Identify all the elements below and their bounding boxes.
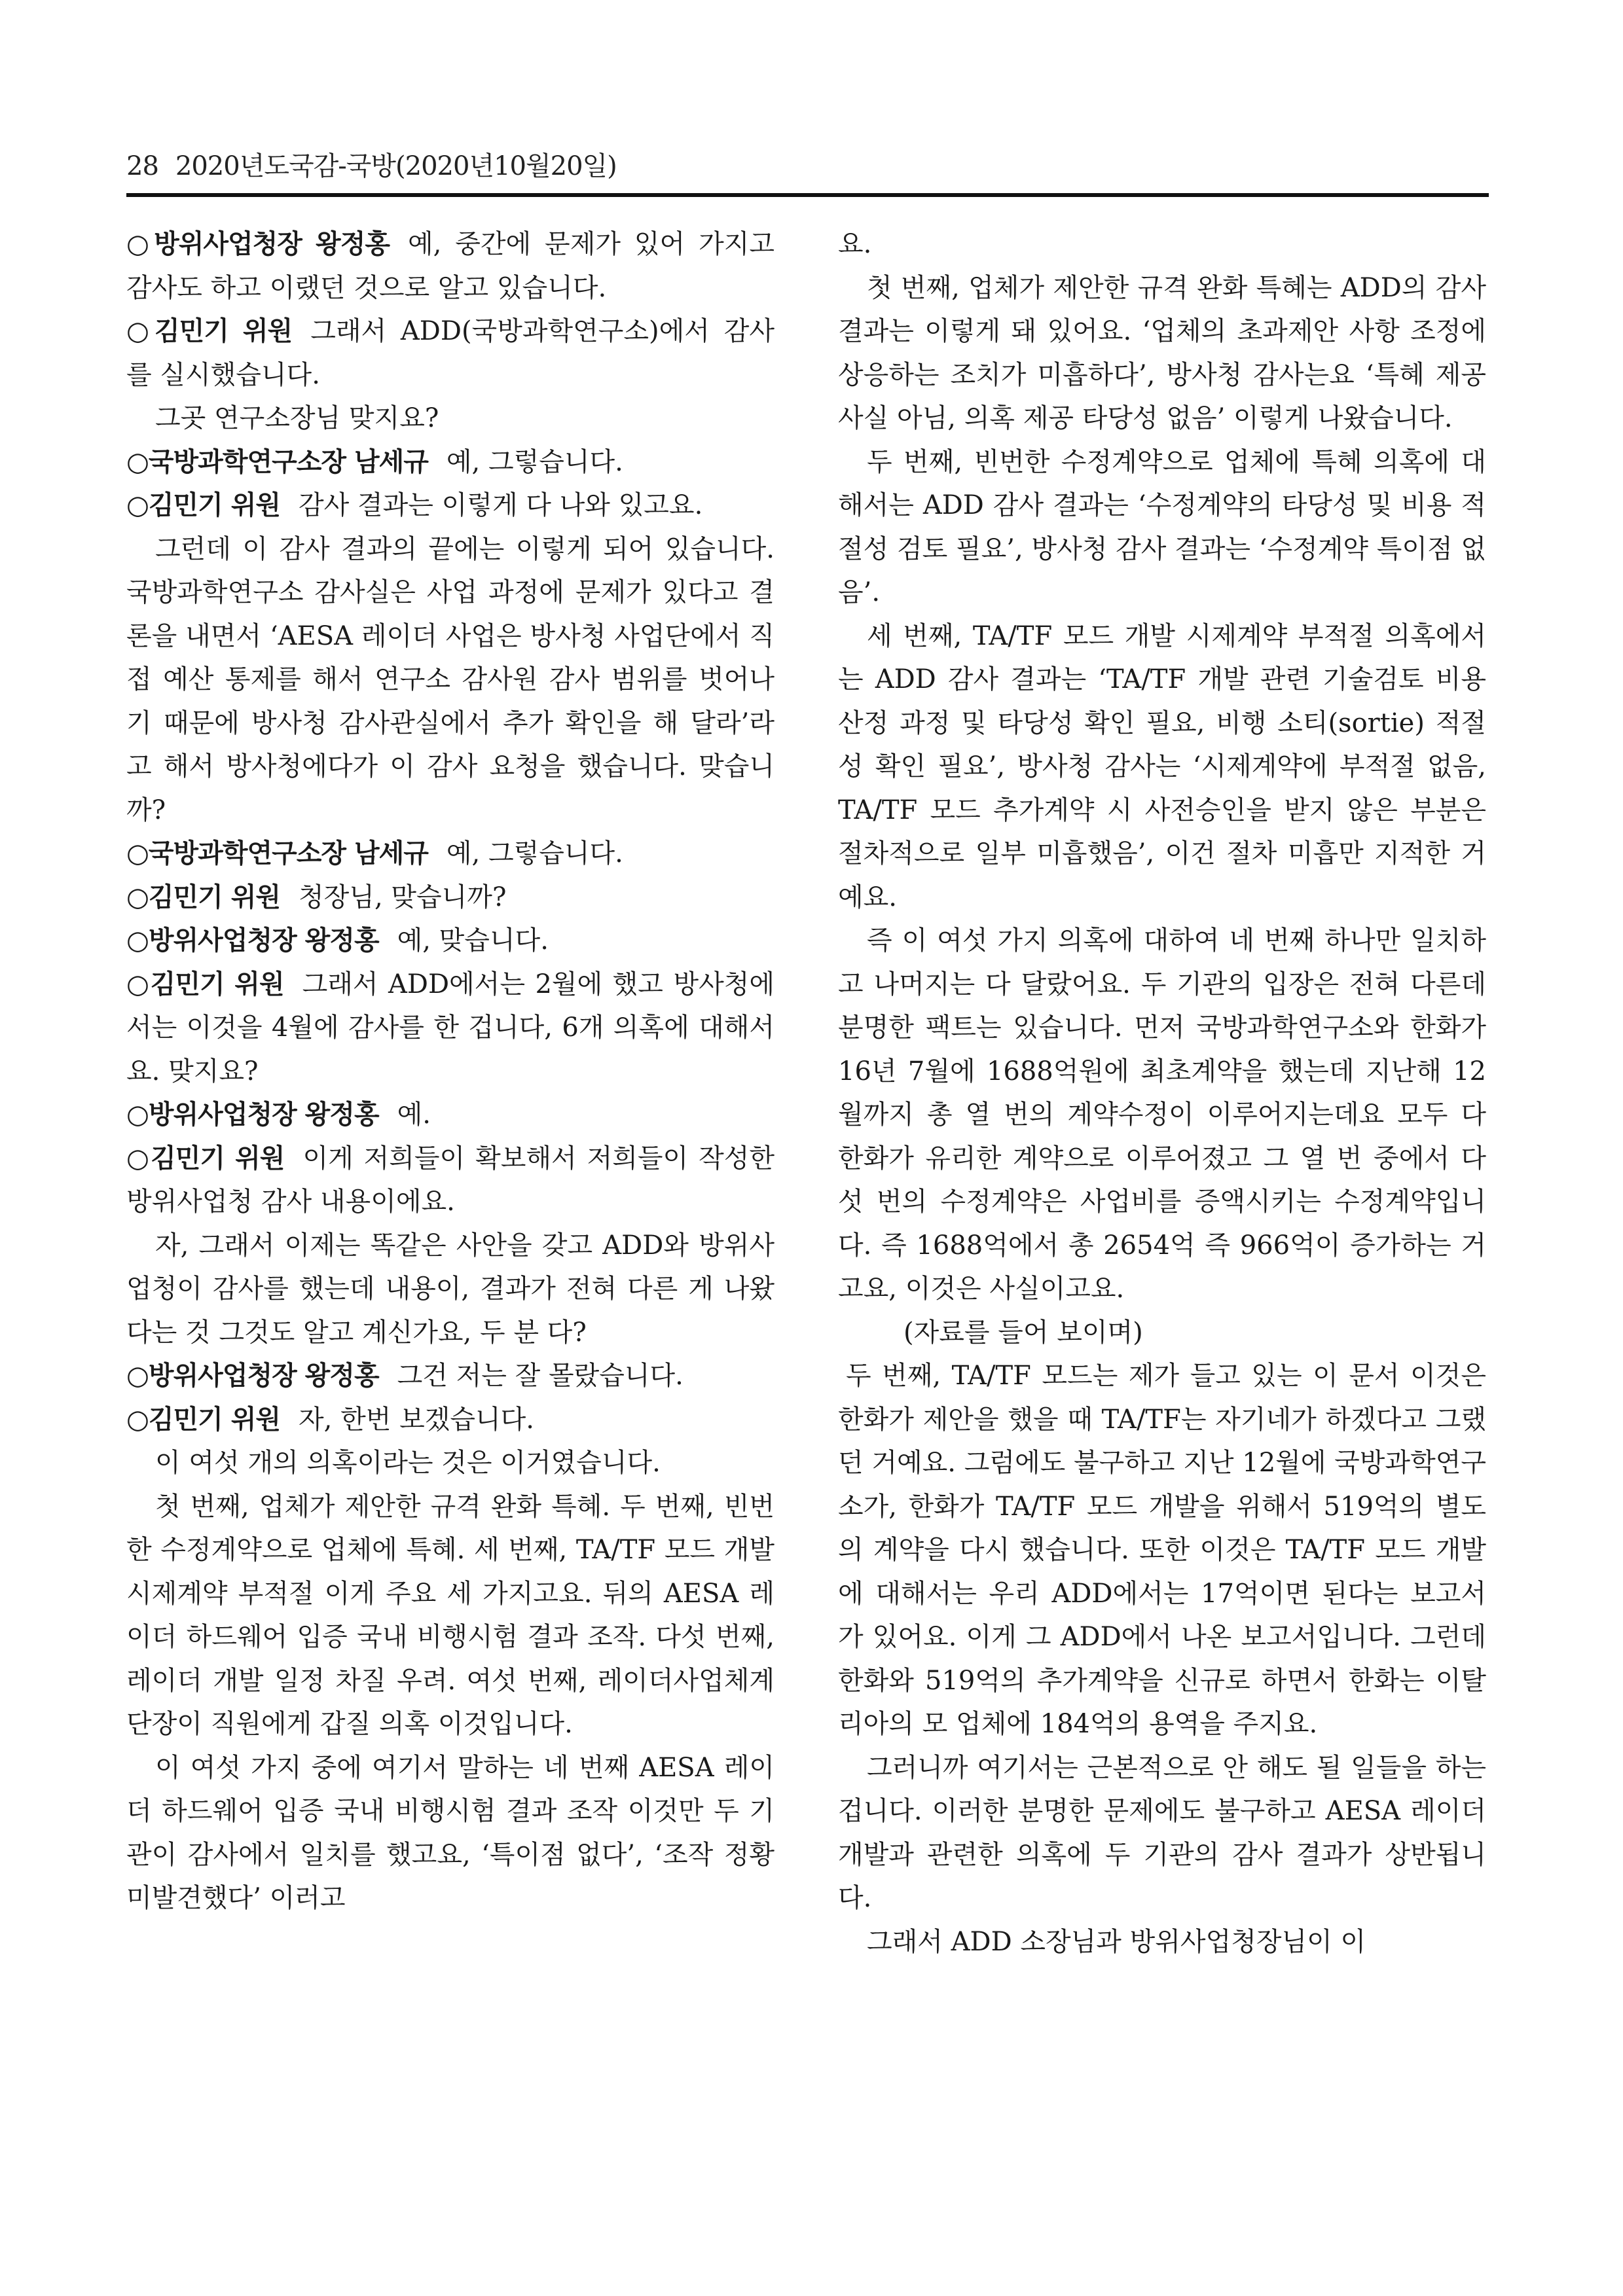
paragraph-text: 그런데 이 감사 결과의 끝에는 이렇게 되어 있습니다. 국방과학연구소 감사실은 사업 과정에 문제가 있다고 결론을 내면서 ‘AESA 레이더 사업은 방사청 사업단에서 직접 예산 통제를 해서 연구소 감사원 감사 범위를 벗어나기 때문에 방사청 감사관실에서 추가 확인을 해 달라’라고 해서 방사청에다가 이 감사 요청을 했습니다. 맞습니까? (126, 533, 775, 825)
speaker-name: ○김민기 위원 (126, 969, 284, 999)
page-title: 2020년도국감-국방(2020년10월20일) (175, 151, 617, 181)
speech-paragraph (126, 1093, 775, 1137)
speaker-name: ○방위사업청장 왕정홍 (126, 1361, 379, 1391)
body-paragraph (838, 1354, 1486, 1746)
page-header (126, 145, 617, 183)
speech-paragraph (126, 484, 775, 528)
paragraph-text: 이 여섯 가지 중에 여기서 말하는 네 번째 AESA 레이더 하드웨어 입증 국내 비행시험 결과 조작 이것만 두 기관이 감사에서 일치를 했고요, ‘특이점 없다’, ‘조작 정황 미발견했다’ 이러고 (126, 1752, 775, 1913)
body-paragraph (126, 528, 775, 833)
right-column (838, 223, 1486, 1964)
paragraph-text: 그래서 ADD에서는 2월에 했고 방사청에서는 이것을 4월에 감사를 한 겁니다, 6개 의혹에 대해서요. 맞지요? (126, 969, 775, 1086)
speaker-name: ○방위사업청장 왕정홍 (126, 1100, 379, 1130)
speaker-name: ○김민기 위원 (126, 1143, 285, 1174)
speaker-name: ○김민기 위원 (126, 316, 293, 346)
paragraph-text: 청장님, 맞습니까? (299, 882, 507, 912)
paragraph-text: 그곳 연구소장님 맞지요? (155, 403, 439, 433)
body-paragraph (838, 1920, 1486, 1964)
speech-paragraph (126, 1354, 775, 1398)
speech-paragraph (126, 1137, 775, 1224)
paragraph-text: 요. (838, 229, 872, 259)
page-number: 28 (126, 151, 158, 181)
paragraph-text: 자, 한번 보겠습니다. (299, 1404, 535, 1435)
speech-paragraph (126, 440, 775, 484)
left-column (126, 223, 775, 1920)
stage-direction (838, 1311, 1486, 1355)
paragraph-text: 감사 결과는 이렇게 다 나와 있고요. (299, 490, 703, 520)
paragraph-text: 그건 저는 잘 몰랐습니다. (397, 1361, 684, 1391)
speech-paragraph (126, 1398, 775, 1442)
paragraph-text: 그래서 ADD(국방과학연구소)에서 감사를 실시했습니다. (126, 316, 775, 390)
body-paragraph (838, 266, 1486, 440)
speaker-name: ○김민기 위원 (126, 490, 281, 520)
paragraph-text: 두 번째, TA/TF 모드는 제가 들고 있는 이 문서 이것은 한화가 제안을 했을 때 TA/TF는 자기네가 하겠다고 그랬던 거예요. 그럼에도 불구하고 지난 12월에 국방과학연구소가, 한화가 TA/TF 모드 개발을 위해서 519억의 별도의 계약을 다시 했습니다. 또한 이것은 TA/TF 모드 개발에 대해서는 우리 ADD에서는 17억이면 된다는 보고서가 있어요. 이게 그 ADD에서 나온 보고서입니다. 그런데 한화와 519억의 추가계약을 신규로 하면서 한화는 이탈리아의 모 업체에 184억의 용역을 주지요. (838, 1361, 1486, 1739)
speech-paragraph (126, 310, 775, 397)
speech-paragraph (126, 832, 775, 876)
paragraph-text: (자료를 들어 보이며) (903, 1317, 1143, 1348)
body-paragraph (126, 1485, 775, 1746)
speech-paragraph (126, 223, 775, 310)
paragraph-text: 두 번째, 빈번한 수정계약으로 업체에 특혜 의혹에 대해서는 ADD 감사 결과는 ‘수정계약의 타당성 및 비용 적절성 검토 필요’, 방사청 감사 결과는 ‘수정계약 특이점 없음’. (838, 446, 1486, 607)
speaker-name: ○김민기 위원 (126, 882, 281, 912)
body-paragraph (126, 1224, 775, 1355)
body-paragraph (126, 1746, 775, 1920)
speaker-name: ○김민기 위원 (126, 1404, 281, 1435)
paragraph-text: 예, 그렇습니다. (446, 446, 623, 477)
paragraph-text: 예, 그렇습니다. (446, 838, 623, 869)
paragraph-text: 자, 그래서 이제는 똑같은 사안을 갖고 ADD와 방위사업청이 감사를 했는데 내용이, 결과가 전혀 다른 게 나왔다는 것 그것도 알고 계신가요, 두 분 다? (126, 1230, 775, 1348)
body-paragraph (838, 919, 1486, 1311)
speaker-name: ○방위사업청장 왕정홍 (126, 925, 379, 956)
speech-paragraph (126, 919, 775, 963)
paragraph-text: 즉 이 여섯 가지 의혹에 대하여 네 번째 하나만 일치하고 나머지는 다 달랐어요. 두 기관의 입장은 전혀 다른데 분명한 팩트는 있습니다. 먼저 국방과학연구소와 한화가 16년 7월에 1688억원에 최초계약을 했는데 지난해 12월까지 총 열 번의 계약수정이 이루어지는데요 모두 다 한화가 유리한 계약으로 이루어졌고 그 열 번 중에서 다섯 번의 수정계약은 사업비를 증액시키는 수정계약입니다. 즉 1688억에서 총 2654억 즉 966억이 증가하는 거고요, 이것은 사실이고요. (838, 925, 1486, 1304)
speech-paragraph (126, 963, 775, 1094)
paragraph-text: 그러니까 여기서는 근본적으로 안 해도 될 일들을 하는 겁니다. 이러한 분명한 문제에도 불구하고 AESA 레이더 개발과 관련한 의혹에 두 기관의 감사 결과가 상반됩니다. (838, 1752, 1486, 1913)
body-paragraph (838, 615, 1486, 920)
body-paragraph (838, 223, 1486, 266)
paragraph-text: 이게 저희들이 확보해서 저희들이 작성한 방위사업청 감사 내용이에요. (126, 1143, 775, 1217)
paragraph-text: 예, 맞습니다. (397, 925, 549, 956)
speech-paragraph (126, 876, 775, 920)
body-paragraph (838, 440, 1486, 615)
paragraph-text: 첫 번째, 업체가 제안한 규격 완화 특혜는 ADD의 감사 결과는 이렇게 돼 있어요. ‘업체의 초과제안 사항 조정에 상응하는 조치가 미흡하다’, 방사청 감사는요 ‘특혜 제공 사실 아님, 의혹 제공 타당성 없음’ 이렇게 나왔습니다. (838, 272, 1486, 433)
body-paragraph (126, 397, 775, 440)
speaker-name: ○국방과학연구소장 남세규 (126, 446, 428, 477)
body-paragraph (838, 1746, 1486, 1920)
body-paragraph (126, 1441, 775, 1485)
paragraph-text: 이 여섯 개의 의혹이라는 것은 이거였습니다. (155, 1448, 661, 1478)
paragraph-text: 세 번째, TA/TF 모드 개발 시제계약 부적절 의혹에서는 ADD 감사 결과는 ‘TA/TF 개발 관련 기술검토 비용 산정 과정 및 타당성 확인 필요, 비행 소티(sortie) 적절성 확인 필요’, 방사청 감사는 ‘시제계약에 부적절 없음, TA/TF 모드 추가계약 시 사전승인을 받지 않은 부분은 절차적으로 일부 미흡했음’, 이건 절차 미흡만 지적한 거예요. (838, 620, 1486, 912)
paragraph-text: 예, 중간에 문제가 있어 가지고 감사도 하고 이랬던 것으로 알고 있습니다. (126, 229, 775, 303)
paragraph-text: 그래서 ADD 소장님과 방위사업청장님이 이 (867, 1926, 1366, 1957)
header-rule (126, 193, 1489, 197)
paragraph-text: 예. (397, 1100, 431, 1130)
speaker-name: ○국방과학연구소장 남세규 (126, 838, 428, 869)
paragraph-text: 첫 번째, 업체가 제안한 규격 완화 특혜. 두 번째, 빈번한 수정계약으로 업체에 특혜. 세 번째, TA/TF 모드 개발 시제계약 부적절 이게 주요 세 가지고요. 뒤의 AESA 레이더 하드웨어 입증 국내 비행시험 결과 조작. 다섯 번째, 레이더 개발 일정 차질 우려. 여섯 번째, 레이더사업체계단장이 직원에게 갑질 의혹 이것입니다. (126, 1491, 775, 1739)
speaker-name: ○방위사업청장 왕정홍 (126, 229, 390, 259)
